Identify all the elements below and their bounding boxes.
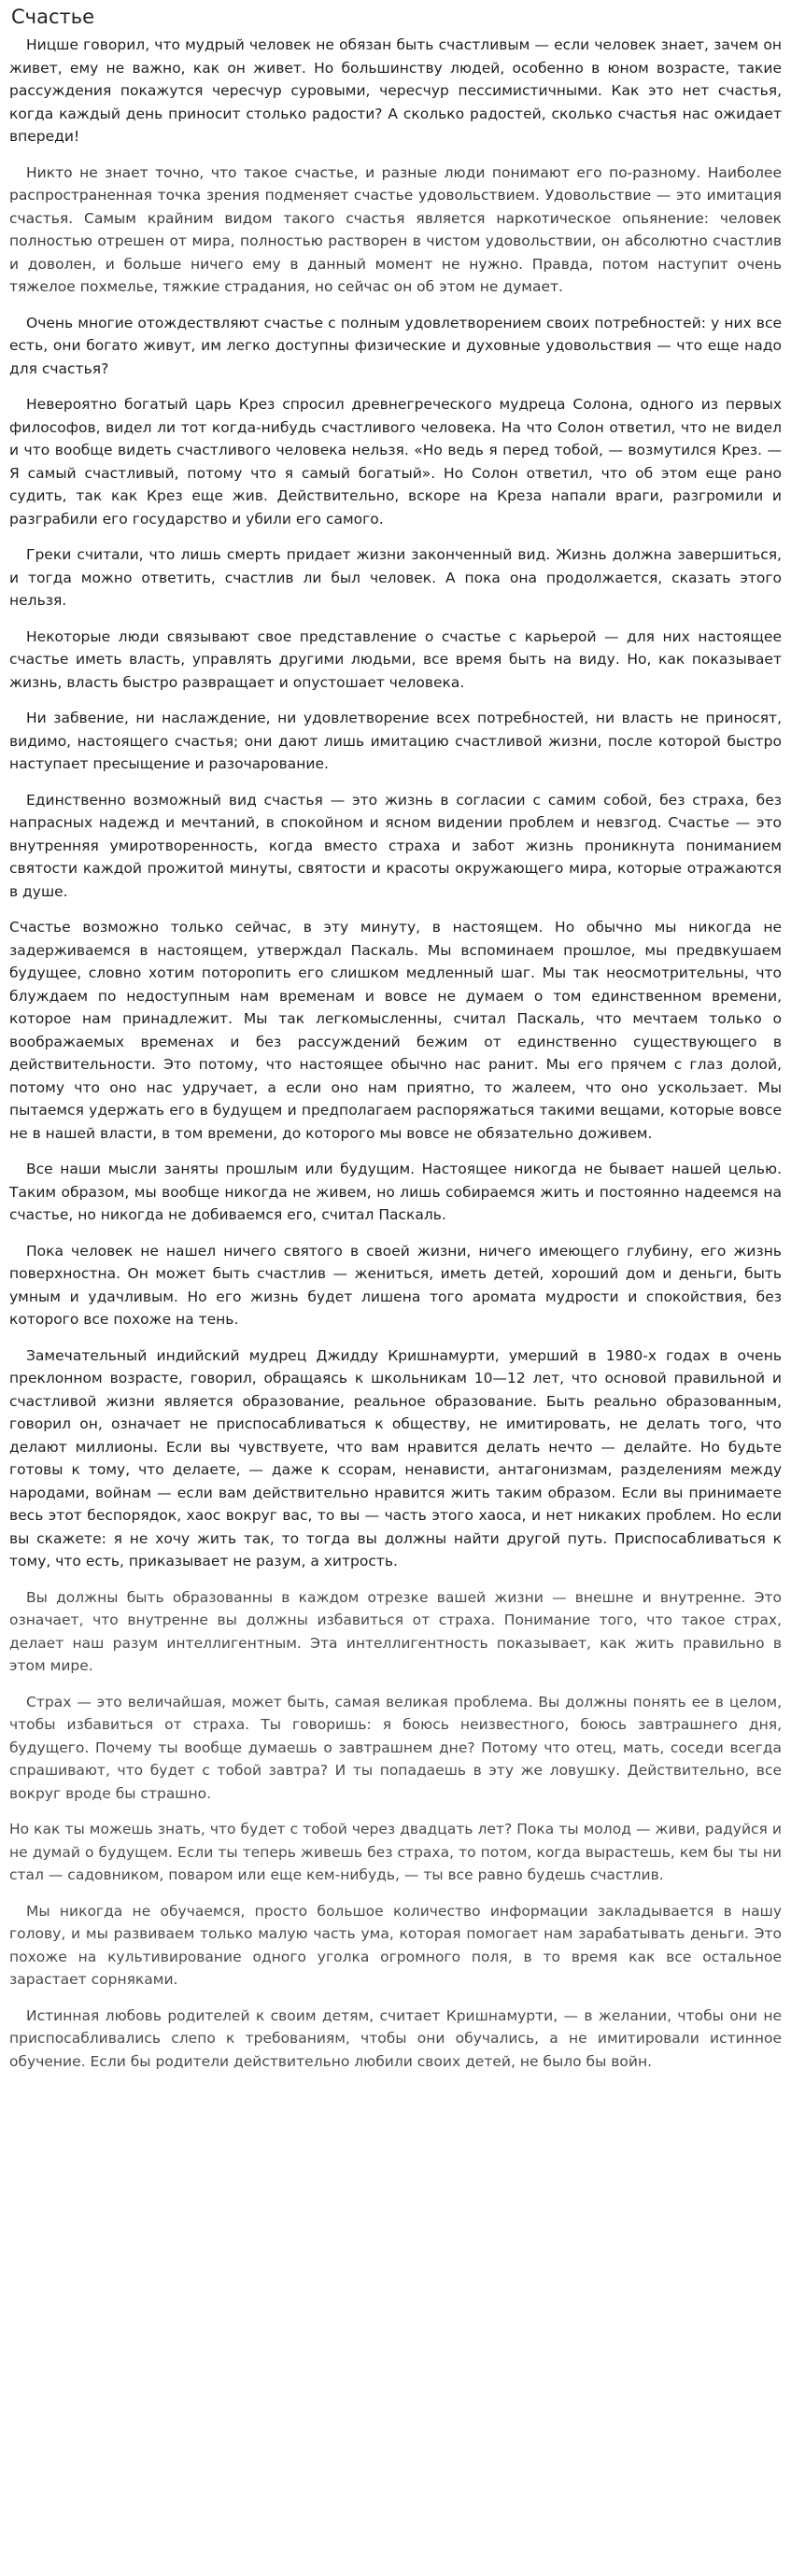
paragraph-14: Страх — это величайшая, может быть, самая великая проблема. Вы должны понять ее в целом, чтобы избавиться от страха. Ты говоришь: я боюсь неизвестного, боюсь завтрашнего дня, будущего. Почему ты вообще думаешь о завтрашнем дне? Потому что отец, мать, соседи всегда спрашивают, что будет с тобой завтра? И ты попадаешь в эту же ловушку. Действительно, все вокруг вроде бы страшно.: [9, 1693, 782, 1802]
paragraph-9: Счастье возможно только сейчас, в эту минуту, в настоящем. Но обычно мы никогда не задерживаемся в настоящем, утверждал Паскаль. Мы вспоминаем прошлое, мы предвкушаем будущее, словно хотим поторопить его слишком медленный шаг. Мы так неосмотрительны, что блуждаем по недоступным нам временам и вовсе не думаем о том единственном времени, которое нам принадлежит. Мы так легкомысленны, считал Паскаль, что мечтаем только о воображаемых временах и без рассуждений бежим от единственно существующего в действительности. Это потому, что настоящее обычно нас ранит. Мы его прячем с глаз долой, потому что оно нас удручает, а если оно нам приятно, то жалеем, что оно ускользает. Мы пытаемся удержать его в будущем и предполагаем распоряжаться такими вещами, которые вовсе не в нашей власти, в том времени, до которого мы вовсе не обязательно доживем.: [9, 919, 782, 1142]
paragraph-2: Никто не знает точно, что такое счастье, и разные люди понимают его по-разному. Наиболее распространенная точка зрения подменяет счастье удовольствием. Удовольствие — это имитация счастья. Самым крайним видом такого счастья является наркотическое опьянение: человек полностью отрешен от мира, полностью растворен в чистом удовольствии, он абсолютно счастлив и доволен, и больше ничего ему в данный момент не нужно. Правда, потом наступит очень тяжелое похмелье, тяжкие страдания, но сейчас он об этом не думает.: [9, 163, 782, 295]
paragraph-10: Все наши мысли заняты прошлым или будущим. Настоящее никогда не бывает нашей целью. Таким образом, мы вообще никогда не живем, но лишь собираемся жить и постоянно надеемся на счастье, но никогда не добиваемся его, считал Паскаль.: [9, 1161, 782, 1223]
paragraph-15: Но как ты можешь знать, что будет с тобой через двадцать лет? Пока ты молод — живи, радуйся и не думай о будущем. Если ты теперь живешь без страха, то потом, когда вырастешь, кем бы ты ни стал — садовником, поваром или еще кем-нибудь, — ты все равно будешь счастлив.: [9, 1821, 782, 1883]
paragraph-13: Вы должны быть образованны в каждом отрезке вашей жизни — внешне и внутренне. Это означает, что внутренне вы должны избавиться от страха. Понимание того, что такое страх, делает наш разум интеллигентным. Эта интеллигентность показывает, как жить правильно в этом мире.: [9, 1588, 782, 1674]
paragraph-12: Замечательный индийский мудрец Джидду Кришнамурти, умерший в 1980-х годах в очень преклонном возрасте, говорил, обращаясь к школьникам 10—12 лет, что основой правильной и счастливой жизни является образование, реальное образование. Быть реально образованным, говорил он, означает не приспосабливаться к обществу, не имитировать, не делать того, что делают миллионы. Если вы чувствуете, что вам нравится делать нечто — делайте. Но будьте готовы к тому, что делаете, — даже к ссорам, ненависти, антагонизмам, разделениям между народами, войнам — если вам действительно нравится жить таким образом. Если вы принимаете весь этот беспорядок, хаос вокруг вас, то вы — часть этого хаоса, и нет никаких проблем. Но если вы скажете: я не хочу жить так, то тогда вы должны найти другой путь. Приспосабливаться к тому, что есть, приказывает не разум, а хитрость.: [9, 1346, 782, 1570]
paragraph-5: Греки считали, что лишь смерть придает жизни законченный вид. Жизнь должна завершиться, и тогда можно ответить, счастлив ли был человек. А пока она продолжается, сказать этого нельзя.: [9, 546, 782, 609]
paragraph-4: Невероятно богатый царь Крез спросил древнегреческого мудреца Солона, одного из первых философов, видел ли тот когда-нибудь счастливого человека. На что Солон ответил, что не видел и что вообще видеть счастливого человека нельзя. «Но ведь я перед тобой, — возмутился Крез. — Я самый счастливый, потому что я самый богатый». Но Солон ответил, что об этом еще рано судить, так как Крез еще жив. Действительно, вскоре на Креза напали враги, разгромили и разграбили его государство и убили его самого.: [9, 396, 782, 528]
paragraph-17: Истинная любовь родителей к своим детям, считает Кришнамурти, — в желании, чтобы они не приспосабливались слепо к требованиям, чтобы они обучались, а не имитировали истинное обучение. Если бы родители действительно любили своих детей, не было бы войн.: [9, 2006, 782, 2070]
paragraph-7: Ни забвение, ни наслаждение, ни удовлетворение всех потребностей, ни власть не приносят, видимо, настоящего счастья; они дают лишь имитацию счастливой жизни, после которой быстро наступает пресыщение и разочарование.: [9, 710, 782, 772]
page-title: Счастье: [11, 6, 95, 28]
article: [9, 6, 782, 2073]
paragraph-8: Единственно возможный вид счастья — это жизнь в согласии с самим собой, без страха, без напрасных надежд и мечтаний, в спокойном и ясном видении проблем и невзгод. Счастье — это внутренняя умиротворенность, когда вместо страха и забот жизнь проникнута пониманием святости каждой прожитой минуты, святости и красоты окружающего мира, которые отражаются в душе.: [9, 791, 782, 900]
paragraph-11: Пока человек не нашел ничего святого в своей жизни, ничего имеющего глубину, его жизнь поверхностна. Он может быть счастлив — жениться, иметь детей, хороший дом и деньги, быть умным и удачливым. Но его жизнь будет лишена того аромата мудрости и спокойствия, без которого все похоже на тень.: [9, 1242, 782, 1328]
paragraph-3: Очень многие отождествляют счастье с полным удовлетворением своих потребностей: у них все есть, они богато живут, им легко доступны физические и духовные удовольствия — что еще надо для счастья?: [9, 314, 782, 377]
paragraph-16: Мы никогда не обучаемся, просто большое количество информации закладывается в нашу голову, и мы развиваем только малую часть ума, которая помогает нам зарабатывать деньги. Это похоже на культивирование одного уголка огромного поля, в то время как все остальное зарастает сорняками.: [9, 1902, 782, 1988]
paragraph-1: Ницше говорил, что мудрый человек не обязан быть счастливым — если человек знает, зачем он живет, ему не важно, как он живет. Но большинству людей, особенно в юном возрасте, такие рассуждения покажутся чересчур суровыми, чересчур пессимистичными. Как это нет счастья, когда каждый день приносит столько радости? А сколько радостей, сколько счастья нас ожидает впереди!: [9, 36, 782, 145]
paragraph-6: Некоторые люди связывают свое представление о счастье с карьерой — для них настоящее счастье иметь власть, управлять другими людьми, все время быть на виду. Но, как показывает жизнь, власть быстро развращает и опустошает человека.: [9, 627, 782, 691]
